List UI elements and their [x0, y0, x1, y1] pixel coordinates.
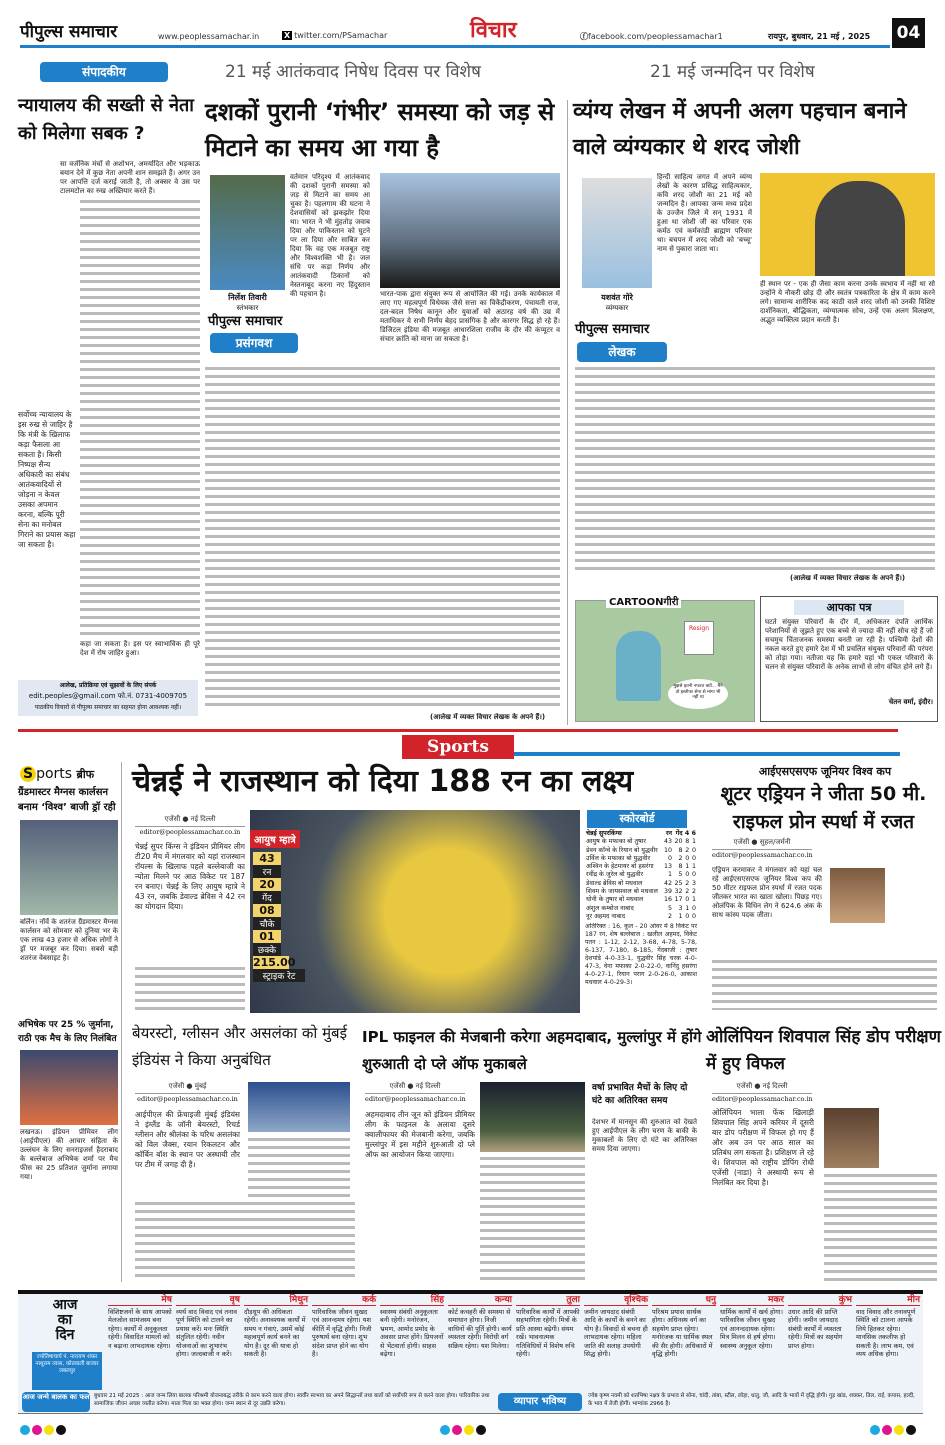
bottom-strip	[18, 1390, 923, 1414]
sign-name: कन्या	[448, 1296, 512, 1306]
scoreboard-cell: 16	[664, 896, 673, 904]
scoreboard-cell: 5	[678, 871, 683, 879]
column-divider	[567, 100, 568, 725]
joshi-body: ही स्थान पर - एक ही जैसा काम करना उनके स्वभाव में नहीं था सो उन्होंने ये नौकरी छोड़ दी और स्वतंत्र पत्रकारिता के क्षेत्र में काम करने लगे। सामान्य शारीरिक कद काठी वाले शरद जोशी को उनकी विशिष्ट दार्शनिकता, बौद्धिकता, व्यंग्यात्मक सोच, उन्हें एक अलग विलक्षण, अद्भुत व्यक्तित्व प्रदान करती है।	[760, 280, 935, 324]
scoreboard-table	[585, 830, 697, 921]
logo-ports: ports	[36, 766, 73, 782]
csk-text-column	[135, 965, 245, 1010]
letters-box	[760, 596, 938, 722]
scoreboard-cell: 10	[664, 846, 673, 854]
scoreboard-cell: 1	[691, 838, 696, 846]
business-label: व्यापार भविष्य	[498, 1393, 582, 1411]
stat-label: स्ट्राइक रेट	[253, 969, 305, 982]
horoscope-sign	[720, 1296, 784, 1350]
shivpal-body: ओलिंपियन भाला फेंक खिलाड़ी शिवपाल सिंह अपने करियर में दूसरी बार डोप परीक्षण में विफल हो गए हैं और अब उन पर आठ साल का प्रतिबंध लग सकता है। प्रशिक्षण ले रहे थे। शिवपाल को राष्ट्रीय डोपिंग रोधी एजेंसी (नाडा) ने अस्थायी रूप से निलंबित कर दिया है।	[712, 1108, 814, 1187]
carlsen-photo	[20, 820, 118, 915]
horoscope-sign	[448, 1296, 512, 1350]
letters-author: चेतन वर्मा, इंदौर।	[888, 698, 933, 706]
scoreboard-cell: 42	[664, 879, 673, 887]
scoreboard-cell: 0	[685, 896, 690, 904]
sign-name: सिंह	[380, 1296, 444, 1306]
speech-bubble: मुझसे इतनी नफरत क्यों... मैंने तो इस्तीफा सेना से मांगा भी नहीं था	[668, 679, 728, 709]
scoreboard-cell: 0	[691, 854, 696, 862]
shooter-email[interactable]: editor@peoplessamachar.co.in	[712, 851, 813, 859]
sign-name: कर्क	[312, 1296, 376, 1306]
author-name: यशवंत गोरे	[601, 293, 633, 302]
registration-marks-left	[20, 1420, 68, 1439]
scoreboard-cell: 0	[691, 846, 696, 854]
scoreboard-cell: 2	[691, 888, 696, 896]
brief-title-2: अभिषेक पर 25 % जुर्माना, राठी एक मैच के लिए निलंबित	[18, 1020, 117, 1044]
cartoon-box	[575, 597, 755, 722]
shooter-body: एड्रियन करमाकर ने मंगलवार को यहां चल रहे आईएसएसएफ जूनियर विश्व कप की 50 मीटर राइफल प्रोन स्पर्धा में रजत पदक जीतकर भारत का खाता खोला। पिछड़ गए। ओलंपिक के विधिन लेग ने 624.6 अंक के साथ कांस्य पदक जीता।	[712, 866, 822, 919]
terror-cont: (आलेख में व्यक्त विचार लेखक के अपने हैं।)	[430, 713, 546, 721]
disclaimer: पाठकीय विचारों से पीपुल्स समाचार का सहमत होना आवश्यक नहीं।	[34, 704, 182, 711]
scoreboard-cell: 17	[674, 896, 683, 904]
column-badge: प्रसंगवश	[210, 333, 298, 353]
twitter-link[interactable]	[282, 31, 387, 40]
stat-fours: 08	[253, 904, 281, 917]
scoreboard-row	[585, 847, 697, 855]
scoreboard-cell: 1	[668, 871, 673, 879]
sign-name: मीन	[856, 1296, 920, 1306]
csk-batsman-photo	[250, 810, 580, 1013]
author-role: व्यंग्यकार	[605, 304, 629, 312]
scoreboard-row	[585, 880, 697, 888]
scoreboard-cell: 8	[685, 838, 690, 846]
section-title: विचार	[470, 18, 517, 43]
horoscope-sign	[244, 1296, 308, 1359]
sign-text: पारिवारिक जीवन सुखद एवं आनन्दमय रहेगा। यश कीर्ति में वृद्धि होगी। निजी पुरुषार्थ बना रहेगा। शुभ संदेश प्राप्त होने का योग है।	[312, 1307, 372, 1358]
scoreboard-row	[585, 913, 697, 921]
scoreboard-cell: 0	[685, 871, 690, 879]
child-label: आज जन्मे बालक का फल	[22, 1392, 90, 1412]
adrian-photo	[830, 868, 885, 923]
stat-sixes: 01	[253, 930, 281, 943]
scoreboard-cell: 1	[678, 912, 683, 920]
editorial-body: सा वर्जनिक मंचों से अशोभन, अमर्यादित और भड़काऊ बयान देने में कुछ नेता अपनी शान समझते हैं। अगर उन पर आपत्ति दर्ज कराई जाती है, तो अक्सर वे उस पर टालमटोल का रुख अख्तियार करते हैं।	[60, 160, 200, 195]
editorial-text-column	[80, 198, 200, 638]
horoscope-sign	[788, 1296, 852, 1350]
scoreboard-cell: 0	[685, 912, 690, 920]
ipl-email[interactable]: editor@peoplessamachar.co.in	[365, 1095, 466, 1103]
shooter-text-columns	[712, 958, 937, 1010]
brief-title-1: ग्रैंडमास्टर मैग्नस कार्लसन बनाम ‘विश्व’ बाजी ड्रॉ रही	[18, 787, 116, 813]
scoreboard-cell: उर्विल के मफाका बो युद्धवीर	[586, 854, 651, 862]
scoreboard-cell: 2	[685, 846, 690, 854]
logo: पीपुल्स समाचार	[20, 22, 118, 42]
ipl-subhead: वर्षा प्रभावित मैचों के लिए दो घंटे का अतिरिक्त समय	[592, 1083, 688, 1106]
brief-body-2: लखनऊ। इंडियन प्रीमियर लीग (आईपीएल) की आचार संहिता के उल्लंघन के लिए सनराइजर्स हैदराबाद के बल्लेबाज अभिषेक शर्मा पर मैच फीस का 25 प्रतिशत जुर्माना लगाया गया।	[20, 1128, 118, 1181]
shivpal-photo	[824, 1108, 879, 1168]
scoreboard-cell: 5	[668, 904, 673, 912]
bairstow-text-column-2	[248, 1136, 350, 1200]
brief-body-1: बर्लिन। नॉर्वे के शतरंज ग्रैंडमास्टर मैग्नस कार्लसन को सोमवार को दुनिया भर के एक लाख 43 हजार से अधिक लोगों ने ड्रॉ पर मजबूर कर दिया। सबसे बड़ी शतरंज वेबसाइट है।	[20, 918, 118, 962]
column-badge: लेखक	[577, 342, 667, 362]
sign-text: धार्मिक कार्यों में खर्च होगा। पारिवारिक जीवन सुखद एवं आनन्ददायक रहेगा। मित्र मिलन से हर्ष होगा। स्वास्थ्य अनुकूल रहेगा।	[720, 1307, 783, 1350]
sign-name: मेष	[108, 1296, 172, 1306]
sign-name: तुला	[516, 1296, 580, 1306]
sign-name: मकर	[720, 1296, 784, 1306]
stat-runs: 43	[253, 852, 281, 865]
sign-text: जमीन जायदाद संबंधी आदि के कार्यों के बनने का योग है। विवादों से बचना ही लाभदायक रहेगा। महिला जाति की सलाह उपयोगी सिद्ध होगी।	[584, 1307, 648, 1358]
stat-label: रन	[253, 865, 281, 878]
author-role: स्तंभकार	[236, 304, 259, 312]
player-stats	[253, 852, 305, 982]
sign-name: वृष	[176, 1296, 240, 1306]
terror-body: भारत-पाक द्वारा संयुक्त रूप से आयोजित की गई। उनके कार्यकाल में लाए गए महत्वपूर्ण विधेयक जैसे सत्ता का विकेंद्रीकरण, पंचायती राज, दल-बदल निषेध कानून और युवाओं को अठारह वर्ष की उम्र में मताधिकर ये सभी निर्णय बेहद प्रासंगिक है और कारगर सिद्ध हो रहे हैं। डिजिटल इंडिया की मजबूत आधारशिला राजीव के दौर की कंप्यूटर व संचार क्रांति को माना जा सकता है।	[380, 290, 560, 343]
x-icon: X	[284, 31, 291, 40]
scoreboard-cell: 0	[691, 871, 696, 879]
horoscope-sign	[108, 1296, 172, 1350]
scoreboard-cell: 0	[691, 912, 696, 920]
bairstow-title: बेयरस्टो, ग्लीसन और असलंका को मुंबई इंडियंस ने किया अनुबंधित	[132, 1024, 347, 1069]
sign-name: कुंभ	[788, 1296, 852, 1306]
stat-strike-rate: 215.00	[253, 956, 296, 969]
ipl-text-column	[480, 1155, 585, 1280]
sharad-joshi-photo	[760, 173, 935, 276]
horoscope-sign	[516, 1296, 580, 1359]
scoreboard-cell: 3	[691, 879, 696, 887]
aaj-ka-din	[30, 1298, 100, 1343]
soldier-silhouette-image	[380, 173, 560, 288]
sign-text: व्यर्थ वाद विवाद एवं तनाव पूर्ण स्थिति को टालने का प्रयास करें। मनः स्थिति संतुलित रहेगी। नवीन योजनाओं का शुभारंभ होगा। जल्दबाजी न करें।	[176, 1307, 238, 1358]
facebook-icon: ⓕ	[580, 32, 588, 41]
scoreboard-row	[585, 855, 697, 863]
website-link[interactable]: www.peoplessamachar.in	[158, 32, 260, 41]
scoreboard-cell: डेवाल्ड ब्रेविस बो मधवाल	[586, 879, 643, 887]
cartoon-figure	[616, 631, 661, 701]
terror-kicker: 21 मई आतंकवाद निषेध दिवस पर विशेष	[225, 62, 481, 82]
twitter-handle: twitter.com/PSamachar	[294, 31, 388, 40]
sign-name: वृश्चिक	[584, 1296, 648, 1306]
shivpal-title: ओलिंपियन शिवपाल सिंह डोप परीक्षण में हुए विफल	[706, 1027, 941, 1074]
csk-byline: एजेंसी ● नई दिल्ली	[135, 815, 245, 827]
scoreboard-cell: 2	[668, 912, 673, 920]
scoreboard-cell: 0	[685, 854, 690, 862]
editorial-badge: संपादकीय	[40, 62, 168, 82]
shooter-kicker: आईएसएसएफ जूनियर विश्व कप	[758, 765, 892, 778]
ipl-subbody: देशभर में मानसून की शुरुआत को देखते हुए आईपीएल के लीग चरण के बाकी के मुकाबलों के लिए दो घंटे का अतिरिक्त समय दिया जाएगा।	[592, 1118, 697, 1153]
title-aaj: आज	[52, 1297, 78, 1313]
contact-email[interactable]: edit.peoples@gmail.com फो.नं. 0731-4009705	[28, 692, 188, 700]
column-logo: पीपुल्स समाचार	[208, 314, 283, 329]
sports-brief-logo	[20, 766, 94, 782]
stat-label: चौके	[253, 917, 281, 930]
ipl-byline: एजेंसी ● नई दिल्ली	[365, 1082, 465, 1094]
scoreboard-cell: 0	[668, 854, 673, 862]
scoreboard-cell: गेंद	[675, 830, 683, 837]
scoreboard-cell: धोनी के तुषार बो मधवाल	[586, 896, 644, 904]
stadium-photo	[480, 1082, 585, 1152]
scoreboard-title: स्कोरबोर्ड	[587, 810, 687, 828]
editorial-ending: कहा जा सकता है। इस पर स्वाभाविक ही पूरे देश में रोष जाहिर हुआ।	[80, 640, 200, 657]
dateline: रायपुर, बुधवार, 21 मई , 2025	[768, 32, 871, 41]
scoreboard-cell: 13	[664, 863, 673, 871]
horoscope-sign	[312, 1296, 376, 1359]
column-logo: पीपुल्स समाचार	[575, 322, 650, 337]
scoreboard-cell: 8	[678, 846, 683, 854]
csk-email[interactable]: editor@peoplessamachar.co.in	[139, 828, 241, 836]
scoreboard-cell: 20	[674, 838, 683, 846]
sign-text: कोर्ट कचहरी की समस्या से समाधान होगा। निजी वाधिनों की पूर्ति होगी। कार्य व्यस्तता रहेगी। विरोधी वर्ग सक्रिय रहेगा। यश मिलेगा।	[448, 1307, 512, 1350]
registration-marks-center	[440, 1420, 488, 1439]
ipl-title: IPL फाइनल की मेजबानी करेगा अहमदाबाद, मुल्लांपुर में होंगे शुरुआती दो प्ले ऑफ मुकाबले	[362, 1028, 702, 1073]
registration-marks-right	[870, 1420, 918, 1439]
author-photo	[582, 178, 652, 288]
shooter-byline: एजेंसी ● सुहल/जर्मनी	[712, 838, 812, 850]
scoreboard-cell: अंशुल कम्बोज नाबाद	[586, 904, 634, 912]
sign-text: विशिष्टजनों के साथ आपको मेलजोल सामंजस्य बना रहेगा। कार्यों में अनुकूलता रहेगी। विवादित मामलों को न बढ़ाना लाभदायक रहेगा।	[108, 1307, 172, 1350]
title-din: दिन	[55, 1327, 75, 1343]
joshi-title: व्यंग्य लेखन में अपनी अलग पहचान बनाने वाले व्यंग्यकार थे शरद जोशी	[573, 99, 907, 160]
facebook-link[interactable]	[580, 31, 723, 42]
bairstow-text-columns	[135, 1200, 355, 1280]
header-rule	[20, 45, 890, 48]
scoreboard-cell: 3	[678, 904, 683, 912]
scoreboard-cell: 1	[685, 863, 690, 871]
sign-text: उधार आदि की प्राप्ति होगी। जमीन जायदाद संबंधी कार्यों में व्यस्तता रहेगी। मित्रों का सहयोग प्राप्त होगा।	[788, 1307, 843, 1350]
letters-body: घटते संयुक्त परिवारों के दौर में, अधिकतर दंपति आर्थिक परेशानियों से जूझते हुए एक बच्चे से ज्यादा की नहीं सोच रहे हैं जो सचमुच चिंताजनक समस्या बनती जा रही है। पश्चिमी देशों की नकल करते हुए हमारे देश में भी प्रचलित संयुक्त परिवारों की परंपरा को तोड़ा गया। नतीजा यह कि हमारे यहां भी एकल परिवारों के चलन से संयुक्त परिवारों के अनेक लाभों से लोग वंचित होने लगे हैं।	[765, 618, 933, 671]
title-ka: का	[57, 1312, 73, 1328]
scoreboard-row	[585, 871, 697, 879]
horoscope-sign	[652, 1296, 716, 1359]
scoreboard-cell: चेन्नई सुपरकिंग्स	[586, 830, 622, 837]
scoreboard-cell: 25	[674, 879, 683, 887]
csk-title: चेन्नई ने राजस्थान को दिया 188 रन का लक्ष्य	[132, 764, 634, 799]
terror-text-columns	[205, 365, 560, 710]
scoreboard-row	[585, 838, 697, 846]
scoreboard-cell: 2	[685, 879, 690, 887]
horoscope-sign	[380, 1296, 444, 1359]
scoreboard-cell: शिवम के जायसवाल बो मधवाल	[586, 888, 658, 896]
sports-rule	[500, 752, 900, 756]
bairstow-body: आईपीएल की फ्रेंचाइजी मुंबई इंडियंस ने इंग्लैंड के जॉनी बेयरस्टो, रिचर्ड ग्लीसन और श्रीलंका के चरिथ असलंका को विल जैक्स, रयान रिकलटन और कॉर्बिन बॉश के स्थान पर अस्थायी तौर पर टीम में जगह दी है।	[135, 1110, 240, 1169]
scoreboard	[585, 830, 697, 987]
sign-text: वाद विवाद और तनावपूर्ण स्थिति को टालना आपके लिये हितकर रहेगा। मानसिक तकलीफ हो सकती है। लाभ कम, एवं व्यय अधिक होगा।	[856, 1307, 916, 1358]
abhishek-photo	[20, 1050, 118, 1125]
scoreboard-cell: 32	[674, 888, 683, 896]
scoreboard-cell: 6	[691, 830, 696, 837]
player-name-tag: आयुष म्हात्रे	[250, 830, 300, 848]
joshi-cont: (आलेख में व्यक्त विचार लेखक के अपने हैं।)	[790, 574, 906, 582]
scoreboard-cell: आयुष के मफाका बो तुषार	[586, 838, 646, 846]
terror-title: दशकों पुरानी ‘गंभीर’ समस्या को जड़ से मिटाने का समय आ गया है	[205, 98, 555, 162]
astrologer: ज्योतिषाचार्य पं. नारायण शंकर नाथूराम व्यास, कोतवाली बाजार जबलपुर	[32, 1352, 102, 1390]
stat-label: छक्के	[253, 943, 281, 956]
stat-balls: 20	[253, 878, 281, 891]
scoreboard-extras: अतिरिक्त : 16, कुल - 20 ओवर में 8 विकेट पर 187 रन, शेष बल्लेबाज : खलील अहमद, विकेट पतन : 1-12, 2-12, 3-68, 4-78, 5-78, 6-137, 7-180, 8-185, गेंदबाजी : तुषार देशपांडे 4-0-33-1, युद्धवीर सिंह चरक 4-0-47-3, वेना मफाका 2-0-22-0, वानिंदु हसरंगा 4-0-27-1, रियान पराग 2-0-26-0, आकाश मधवाल 4-0-29-3।	[585, 923, 697, 987]
scoreboard-cell: डेवन कॉन्वे के रियान बो युद्धवीर	[586, 846, 658, 854]
shivpal-text-column-2	[824, 1172, 937, 1282]
child-text: बुधवार 21 मई 2025 : आज जन्म लिया बालक परिश्रमी योजनाबद्ध तरीके से काम करने वाला होगा। स्वर्वीर स्वभाव का अपने सिद्धान्तों तथा बातों को सर्वोपरि रूप से करने वाला होगा। पारिवारिक तथा सामाजिक जीवन अच्छा व्यतीत करेगा। माता पिता का भक्त होगा। जन्म स्थान से दूर उन्नति करेगा।	[94, 1393, 490, 1407]
bairstow-email[interactable]: editor@peoplessamachar.co.in	[137, 1095, 238, 1103]
editorial-pullquote: सर्वोच्च न्यायालय के इस रुख से जाहिर है कि मंत्री के खिलाफ कड़ा फैसला आ सकता है। किसी निष्पक्ष सैन्य अधिकारी का संबंध आतंकवादियों से जोड़ना न केवल उसका अपमान करना, बल्कि पूरी सेना का मनोबल गिराने का प्रयास कहा जा सकता है।	[18, 410, 76, 549]
scoreboard-row	[585, 896, 697, 904]
scoreboard-cell: 2	[678, 854, 683, 862]
section-red-rule	[18, 729, 898, 732]
horoscope-sign	[176, 1296, 240, 1359]
scoreboard-cell: 0	[691, 904, 696, 912]
terror-lead: वर्तमान परिदृश्य में आतंकवाद की दशकों पुरानी समस्या को जड़ से मिटाने का समय आ चुका है। पहलगाम की घटना ने देशवासियों को झकझोर दिया था। भारत ने भी मुंहतोड़ जवाब दिया और पाकिस्तान को घुटने पर ला दिया और साबित कर दिया कि वह एक मजबूत राष्ट्र और विश्वशक्ति भी है। जल संधि पर कड़ा निर्णय और आतंकवादी ठिकानों को नेस्तनाबूद करना नए हिंदुस्तान की पहचान है।	[290, 173, 370, 298]
contact-box	[18, 680, 198, 716]
sign-text: परिश्रम प्रयास सार्थक होगा। अधिनस्थ वर्ग का सहयोग प्राप्त रहेगा। मनोरंजक या धार्मिक स्थल की सैर होगी। अधिकारों में वृद्धि होगी।	[652, 1307, 713, 1358]
ipl-body: अहमदाबाद तीन जून को इंडियन प्रीमियर लीग के फाइनल के अलावा दूसरे क्वालीफायर की मेजबानी करेगा, जबकि मुल्लांपुर में इस महीने शुरुआती दो प्ले ऑफ का आयोजन किया जाएगा।	[365, 1110, 475, 1159]
scoreboard-cell: 43	[664, 838, 673, 846]
bairstow-byline: एजेंसी ● मुंबई	[135, 1082, 240, 1094]
joshi-lead: हिन्दी साहित्य जगत में अपने व्यंग्य लेखों के कारण प्रसिद्ध साहित्यकार, कवि शरद जोशी का 21 मई को जन्मदिन है। आपका जन्म मध्य प्रदेश के उज्जैन जिले में सन् 1931 में हुआ था जोशी जी का परिवार एक कर्मठ एवं कर्मकांडी ब्राह्मण परिवार था। बचपन में शरद जोशी को 'बच्चू' नाम से पुकारा जाता था।	[657, 173, 752, 253]
horoscope-sign	[856, 1296, 920, 1359]
scoreboard-cell: 8	[678, 863, 683, 871]
scoreboard-cell: 2	[685, 888, 690, 896]
scoreboard-cell: 4	[684, 830, 690, 837]
joshi-kicker: 21 मई जन्मदिन पर विशेष	[650, 62, 815, 82]
shivpal-email[interactable]: editor@peoplessamachar.co.in	[712, 1095, 813, 1103]
sign-text: दौड़धूप की अधिकता रहेगी। अनावश्यक कार्यों में समय न गंवाएं, उसमें कोई महत्वपूर्ण कार्य बनने का योग है। दूर की यात्रा हो सकती है।	[244, 1307, 306, 1358]
stat-label: गेंद	[253, 891, 281, 904]
letters-title: आपका पत्र	[794, 600, 904, 615]
brief-divider	[121, 762, 122, 1282]
shooter-title: शूटर एड्रियन ने जीता 50 मी. राइफल प्रोन स्पर्धा में रजत	[720, 783, 927, 833]
sign-name: धनु	[652, 1296, 716, 1306]
shivpal-byline: एजेंसी ● नई दिल्ली	[712, 1082, 812, 1094]
logo-s: S	[20, 766, 36, 782]
scoreboard-cell: रवींद्र के जुरेल बो युद्धवीर	[586, 871, 644, 879]
scoreboard-cell: अश्विन के हेटमायर बो हसरंगा	[586, 863, 654, 871]
facebook-handle: facebook.com/peoplessamachar1	[588, 32, 723, 41]
scoreboard-cell: 39	[664, 888, 673, 896]
business-text: ज्येष्ठ कृष्ण नवमी को शतभिषा नक्षत्र के प्रभाव से सोना, चांदी, तांबा, स्टील, लोहा, धातु, जौ, आदि के भावों में वृद्धि होगी। गुड़ खांड, शक्कर, तिल, राई, कपास, हल्दी, के भाव में तेजी होगी। भाग्यांक 2966 है।	[588, 1393, 915, 1407]
author-name: निर्लेश तिवारी	[228, 293, 267, 302]
joshi-text-columns	[575, 365, 935, 570]
sign-text: स्वास्थ्य संबंधी अनुकूलता बनी रहेगी। मनोरंजन, भ्रमण, आमोद प्रमोद के अवसर प्राप्त होंगे। प्रियजनों से भेंटवार्ता होगी। साहस बढ़ेगा।	[380, 1307, 444, 1358]
scoreboard-cell: 1	[691, 863, 696, 871]
sign-name: मिथुन	[244, 1296, 308, 1306]
csk-body: चेन्नई सुपर किंग्स ने इंडियन प्रीमियर लीग टी20 मैच में मंगलवार को यहां राजस्थान रॉयल्स के खिलाफ पहले बल्लेबाजी का न्योता मिलने पर आठ विकेट पर 187 रन बनाए। चेन्नई के लिए आयुष म्हात्रे ने 43 रन, जबकि डेवाल्ड ब्रेविस ने 42 रन का योगदान दिया।	[135, 842, 245, 911]
sports-banner: Sports	[402, 735, 514, 759]
sign-text: पारिवारिक कार्यों में आपकी सहभागिता रहेगी। मित्रों के प्रति आस्था बढ़ेगी। संयम रखें। भावनात्मक गतिविधियों में विशेष रुचि रहेगी।	[516, 1307, 580, 1358]
author-photo	[210, 175, 285, 290]
horoscope-sign	[584, 1296, 648, 1359]
scoreboard-cell: 1	[691, 896, 696, 904]
cartoon-label: CARTOONगीरी	[606, 594, 681, 608]
scoreboard-cell: 1	[685, 904, 690, 912]
page-number: 04	[892, 18, 925, 48]
logo-tag: ब्रीफ	[76, 768, 95, 781]
scoreboard-cell: रन	[665, 830, 673, 837]
editorial-title: न्यायालय की सख्ती से नेता को मिलेगा सबक ?	[18, 95, 194, 144]
scoreboard-row	[585, 905, 697, 913]
resign-letter: Resign	[684, 621, 714, 655]
scoreboard-cell: नूर अहमद नाबाद	[586, 912, 626, 920]
bairstow-photo	[248, 1082, 350, 1132]
horoscope-strip	[18, 1290, 923, 1390]
contact-label: आलेख, प्रतिक्रिया एवं सुझावों के लिए संपर्क	[59, 682, 157, 689]
